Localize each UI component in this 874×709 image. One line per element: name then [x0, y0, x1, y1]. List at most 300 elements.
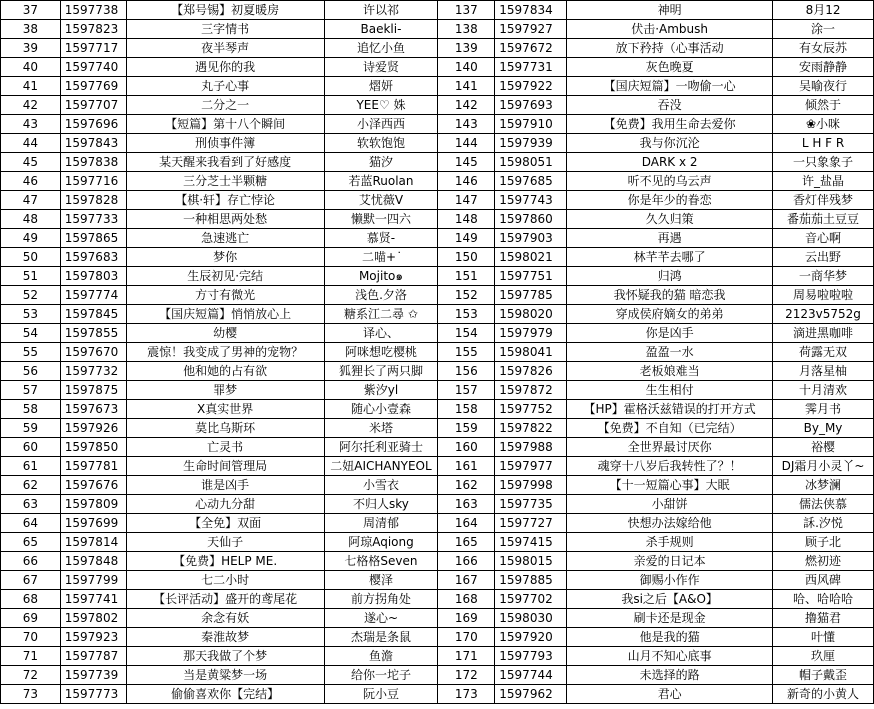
work-id-cell: 1597774 [60, 286, 126, 305]
work-id-cell: 1597923 [60, 628, 126, 647]
row-number-cell: 40 [1, 58, 61, 77]
row-number-cell: 54 [1, 324, 61, 343]
row-number-cell: 144 [438, 134, 495, 153]
row-number-cell: 63 [1, 495, 61, 514]
author-name-cell: 2123v5752g [773, 305, 874, 324]
table-row [1, 362, 874, 381]
author-name-cell: 狐狸长了两只脚 [324, 362, 438, 381]
work-title-cell: 久久归策 [567, 210, 773, 229]
work-title-cell: 方寸有微光 [126, 286, 324, 305]
row-number-cell: 162 [438, 476, 495, 495]
row-number-cell: 140 [438, 58, 495, 77]
work-title-cell: 余念有妖 [126, 609, 324, 628]
row-number-cell: 139 [438, 39, 495, 58]
work-id-cell: 1597702 [495, 590, 567, 609]
author-name-cell: 小雪衣 [324, 476, 438, 495]
work-id-cell: 1597733 [60, 210, 126, 229]
author-name-cell: 阮小豆 [324, 685, 438, 704]
work-id-cell: 1597843 [60, 134, 126, 153]
work-id-cell: 1597735 [495, 495, 567, 514]
author-name-cell: 樱泽 [324, 571, 438, 590]
row-number-cell: 148 [438, 210, 495, 229]
table-row [1, 533, 874, 552]
row-number-cell: 138 [438, 20, 495, 39]
author-name-cell: 西风碑 [773, 571, 874, 590]
author-name-cell: 新奇的小黄人 [773, 685, 874, 704]
author-name-cell: 猫汐 [324, 153, 438, 172]
work-title-cell: 【十一短篇心事】大眠 [567, 476, 773, 495]
row-number-cell: 38 [1, 20, 61, 39]
author-name-cell: 燃初迹 [773, 552, 874, 571]
row-number-cell: 73 [1, 685, 61, 704]
author-name-cell: 滴进黑咖啡 [773, 324, 874, 343]
work-title-cell: 快想办法嫁给他 [567, 514, 773, 533]
row-number-cell: 145 [438, 153, 495, 172]
work-title-cell: 丸子心事 [126, 77, 324, 96]
author-name-cell: 懒默一四六 [324, 210, 438, 229]
work-id-cell: 1597415 [495, 533, 567, 552]
author-name-cell: 哈、哈哈哈 [773, 590, 874, 609]
work-id-cell: 1598021 [495, 248, 567, 267]
work-id-cell: 1597717 [60, 39, 126, 58]
author-name-cell: 诗爱贤 [324, 58, 438, 77]
author-name-cell: 艾忧薇V [324, 191, 438, 210]
work-id-cell: 1597838 [60, 153, 126, 172]
row-number-cell: 165 [438, 533, 495, 552]
author-name-cell: 安雨静静 [773, 58, 874, 77]
work-title-cell: 杀手规则 [567, 533, 773, 552]
row-number-cell: 43 [1, 115, 61, 134]
row-number-cell: 166 [438, 552, 495, 571]
author-name-cell: 阿尔托利亚骑士 [324, 438, 438, 457]
work-id-cell: 1597939 [495, 134, 567, 153]
author-name-cell: 月落星柚 [773, 362, 874, 381]
work-id-cell: 1597834 [495, 1, 567, 20]
row-number-cell: 72 [1, 666, 61, 685]
author-name-cell: By_My [773, 419, 874, 438]
author-name-cell: 七格格Seven [324, 552, 438, 571]
work-title-cell: 林芊芊去哪了 [567, 248, 773, 267]
table-row [1, 210, 874, 229]
work-title-cell: 【免费】我用生命去爱你 [567, 115, 773, 134]
table-row [1, 153, 874, 172]
table-row [1, 495, 874, 514]
work-id-cell: 1597787 [60, 647, 126, 666]
work-id-cell: 1597744 [495, 666, 567, 685]
work-id-cell: 1597670 [60, 343, 126, 362]
work-title-cell: 【郑号锡】初夏暖房 [126, 1, 324, 20]
author-name-cell: 裕樱 [773, 438, 874, 457]
table-body [1, 1, 874, 704]
row-number-cell: 51 [1, 267, 61, 286]
table-row [1, 476, 874, 495]
work-title-cell: 御赐小作作 [567, 571, 773, 590]
author-name-cell: 涂一 [773, 20, 874, 39]
author-name-cell: 许以祁 [324, 1, 438, 20]
row-number-cell: 156 [438, 362, 495, 381]
row-number-cell: 58 [1, 400, 61, 419]
row-number-cell: 168 [438, 590, 495, 609]
row-number-cell: 60 [1, 438, 61, 457]
author-name-cell: 吴喻夜行 [773, 77, 874, 96]
work-title-cell: 小甜饼 [567, 495, 773, 514]
author-name-cell: 鱼澹 [324, 647, 438, 666]
work-id-cell: 1597685 [495, 172, 567, 191]
table-row [1, 419, 874, 438]
author-name-cell: L H F R [773, 134, 874, 153]
row-number-cell: 42 [1, 96, 61, 115]
table-row [1, 457, 874, 476]
work-id-cell: 1598030 [495, 609, 567, 628]
row-number-cell: 172 [438, 666, 495, 685]
author-name-cell: 儒法侠慕 [773, 495, 874, 514]
author-name-cell: 叶懂 [773, 628, 874, 647]
author-name-cell: 浅色.夕洛 [324, 286, 438, 305]
author-name-cell: 顾子北 [773, 533, 874, 552]
author-name-cell: 音心啊 [773, 229, 874, 248]
work-id-cell: 1597872 [495, 381, 567, 400]
work-id-cell: 1597828 [60, 191, 126, 210]
table-row [1, 191, 874, 210]
work-title-cell: 某天醒来我看到了好感度 [126, 153, 324, 172]
row-number-cell: 147 [438, 191, 495, 210]
work-id-cell: 1597823 [60, 20, 126, 39]
author-name-cell: 译心、 [324, 324, 438, 343]
work-title-cell: 莫比乌斯环 [126, 419, 324, 438]
work-id-cell: 1597751 [495, 267, 567, 286]
work-title-cell: 遇见你的我 [126, 58, 324, 77]
author-name-cell: 紫汐yl [324, 381, 438, 400]
work-title-cell: 夜半琴声 [126, 39, 324, 58]
row-number-cell: 70 [1, 628, 61, 647]
work-id-cell: 1597920 [495, 628, 567, 647]
author-name-cell: 冰梦澜 [773, 476, 874, 495]
author-name-cell: 米塔 [324, 419, 438, 438]
work-id-cell: 1597875 [60, 381, 126, 400]
table-row [1, 96, 874, 115]
row-number-cell: 44 [1, 134, 61, 153]
work-title-cell: 【长评活动】盛开的鸢尾花 [126, 590, 324, 609]
work-title-cell: 老板娘难当 [567, 362, 773, 381]
work-title-cell: 【免费】不自知（已完结） [567, 419, 773, 438]
table-row [1, 77, 874, 96]
row-number-cell: 141 [438, 77, 495, 96]
work-id-cell: 1597773 [60, 685, 126, 704]
work-id-cell: 1598041 [495, 343, 567, 362]
author-name-cell: ❀小咪 [773, 115, 874, 134]
work-title-cell: 你是年少的眷恋 [567, 191, 773, 210]
author-name-cell: 帽子戴歪 [773, 666, 874, 685]
row-number-cell: 142 [438, 96, 495, 115]
table-row [1, 305, 874, 324]
row-number-cell: 39 [1, 39, 61, 58]
work-id-cell: 1597683 [60, 248, 126, 267]
author-name-cell: 有女辰苏 [773, 39, 874, 58]
table-row [1, 647, 874, 666]
work-id-cell: 1597799 [60, 571, 126, 590]
work-id-cell: 1597741 [60, 590, 126, 609]
work-title-cell: 罪梦 [126, 381, 324, 400]
author-name-cell: 杰瑞是条鼠 [324, 628, 438, 647]
work-id-cell: 1597977 [495, 457, 567, 476]
work-id-cell: 1597699 [60, 514, 126, 533]
row-number-cell: 171 [438, 647, 495, 666]
work-title-cell: 归鸿 [567, 267, 773, 286]
work-title-cell: 二分之一 [126, 96, 324, 115]
table-row [1, 571, 874, 590]
author-name-cell: 若蓝Ruolan [324, 172, 438, 191]
work-title-cell: 未选择的路 [567, 666, 773, 685]
table-row [1, 552, 874, 571]
table-row [1, 324, 874, 343]
row-number-cell: 154 [438, 324, 495, 343]
work-title-cell: 【免费】HELP ME. [126, 552, 324, 571]
row-number-cell: 146 [438, 172, 495, 191]
row-number-cell: 169 [438, 609, 495, 628]
work-id-cell: 1597793 [495, 647, 567, 666]
author-name-cell: 玖厘 [773, 647, 874, 666]
table-row [1, 628, 874, 647]
work-title-cell: 震惊！我变成了男神的宠物？ [126, 343, 324, 362]
work-id-cell: 1598051 [495, 153, 567, 172]
work-title-cell: 【国庆短篇】悄悄放心上 [126, 305, 324, 324]
row-number-cell: 69 [1, 609, 61, 628]
work-id-cell: 1598015 [495, 552, 567, 571]
author-name-cell: 糖系江二尋 ✩ [324, 305, 438, 324]
table-row [1, 1, 874, 20]
work-id-cell: 1597752 [495, 400, 567, 419]
work-id-cell: 1597740 [60, 58, 126, 77]
work-id-cell: 1597743 [495, 191, 567, 210]
author-name-cell: 遂心~ [324, 609, 438, 628]
row-number-cell: 56 [1, 362, 61, 381]
table-row [1, 438, 874, 457]
work-title-cell: 亡灵书 [126, 438, 324, 457]
author-name-cell: 訸.汐悦 [773, 514, 874, 533]
table-row [1, 20, 874, 39]
row-number-cell: 67 [1, 571, 61, 590]
author-name-cell: 8月12 [773, 1, 874, 20]
work-id-cell: 1597885 [495, 571, 567, 590]
row-number-cell: 71 [1, 647, 61, 666]
author-name-cell: 周清郁 [324, 514, 438, 533]
work-title-cell: 【棋·轩】存亡悖论 [126, 191, 324, 210]
work-id-cell: 1597707 [60, 96, 126, 115]
work-id-cell: 1597998 [495, 476, 567, 495]
work-id-cell: 1597785 [495, 286, 567, 305]
work-id-cell: 1597922 [495, 77, 567, 96]
row-number-cell: 68 [1, 590, 61, 609]
work-title-cell: 梦你 [126, 248, 324, 267]
author-name-cell: 周易啦啦啦 [773, 286, 874, 305]
work-id-cell: 1597727 [495, 514, 567, 533]
table-row [1, 381, 874, 400]
author-name-cell: 软软饱饱 [324, 134, 438, 153]
work-id-cell: 1597673 [60, 400, 126, 419]
work-title-cell: DARK x 2 [567, 153, 773, 172]
row-number-cell: 59 [1, 419, 61, 438]
row-number-cell: 64 [1, 514, 61, 533]
row-number-cell: 150 [438, 248, 495, 267]
work-id-cell: 1597910 [495, 115, 567, 134]
work-id-cell: 1597814 [60, 533, 126, 552]
row-number-cell: 160 [438, 438, 495, 457]
work-id-cell: 1597676 [60, 476, 126, 495]
work-id-cell: 1597738 [60, 1, 126, 20]
table-row [1, 229, 874, 248]
work-id-cell: 1597731 [495, 58, 567, 77]
row-number-cell: 155 [438, 343, 495, 362]
table-row [1, 267, 874, 286]
row-number-cell: 137 [438, 1, 495, 20]
author-name-cell: 一商华梦 [773, 267, 874, 286]
row-number-cell: 57 [1, 381, 61, 400]
work-id-cell: 1597848 [60, 552, 126, 571]
row-number-cell: 153 [438, 305, 495, 324]
table-row [1, 666, 874, 685]
author-name-cell: 阿咪想吃樱桃 [324, 343, 438, 362]
work-id-cell: 1597769 [60, 77, 126, 96]
work-id-cell: 1597781 [60, 457, 126, 476]
table-row [1, 685, 874, 704]
work-id-cell: 1597903 [495, 229, 567, 248]
row-number-cell: 66 [1, 552, 61, 571]
work-id-cell: 1597860 [495, 210, 567, 229]
work-id-cell: 1597696 [60, 115, 126, 134]
work-title-cell: 刑侦事件簿 [126, 134, 324, 153]
row-number-cell: 143 [438, 115, 495, 134]
work-title-cell: 【HP】霍格沃兹错误的打开方式 [567, 400, 773, 419]
work-title-cell: 你是凶手 [567, 324, 773, 343]
row-number-cell: 158 [438, 400, 495, 419]
work-title-cell: 那天我做了个梦 [126, 647, 324, 666]
work-id-cell: 1597927 [495, 20, 567, 39]
row-number-cell: 55 [1, 343, 61, 362]
row-number-cell: 151 [438, 267, 495, 286]
work-title-cell: 心动九分甜 [126, 495, 324, 514]
author-name-cell: Baekli- [324, 20, 438, 39]
author-name-cell: 倾然于 [773, 96, 874, 115]
work-title-cell: 【全免】双面 [126, 514, 324, 533]
author-name-cell: 前方拐角处 [324, 590, 438, 609]
work-id-cell: 1597926 [60, 419, 126, 438]
work-title-cell: 神明 [567, 1, 773, 20]
author-name-cell: 霁月书 [773, 400, 874, 419]
row-number-cell: 161 [438, 457, 495, 476]
row-number-cell: 167 [438, 571, 495, 590]
work-title-cell: 穿成侯府嫡女的弟弟 [567, 305, 773, 324]
work-title-cell: 灰色晚夏 [567, 58, 773, 77]
table-row [1, 400, 874, 419]
work-id-cell: 1597809 [60, 495, 126, 514]
work-id-cell: 1597865 [60, 229, 126, 248]
row-number-cell: 49 [1, 229, 61, 248]
work-id-cell: 1597739 [60, 666, 126, 685]
table-row [1, 609, 874, 628]
work-title-cell: 亲爱的日记本 [567, 552, 773, 571]
table-row [1, 134, 874, 153]
work-title-cell: X真实世界 [126, 400, 324, 419]
work-title-cell: 我si之后【A&O】 [567, 590, 773, 609]
author-name-cell: 二妞AICHANYEOL [324, 457, 438, 476]
work-title-cell: 他是我的猫 [567, 628, 773, 647]
work-title-cell: 偷偷喜欢你【完结】 [126, 685, 324, 704]
author-name-cell: 慕贤- [324, 229, 438, 248]
row-number-cell: 61 [1, 457, 61, 476]
work-title-cell: 七二小时 [126, 571, 324, 590]
work-title-cell: 魂穿十八岁后我转性了？！ [567, 457, 773, 476]
row-number-cell: 170 [438, 628, 495, 647]
row-number-cell: 163 [438, 495, 495, 514]
row-number-cell: 50 [1, 248, 61, 267]
work-id-cell: 1597845 [60, 305, 126, 324]
work-title-cell: 天仙子 [126, 533, 324, 552]
work-id-cell: 1597988 [495, 438, 567, 457]
work-id-cell: 1597979 [495, 324, 567, 343]
work-title-cell: 秦淮故梦 [126, 628, 324, 647]
author-name-cell: 不归人sky [324, 495, 438, 514]
work-id-cell: 1597803 [60, 267, 126, 286]
work-title-cell: 吞没 [567, 96, 773, 115]
work-title-cell: 他和她的占有欲 [126, 362, 324, 381]
work-title-cell: 三分芝士半颗糖 [126, 172, 324, 191]
work-id-cell: 1597716 [60, 172, 126, 191]
work-title-cell: 君心 [567, 685, 773, 704]
author-name-cell: 一只象象子 [773, 153, 874, 172]
work-title-cell: 山月不知心底事 [567, 647, 773, 666]
work-id-cell: 1597672 [495, 39, 567, 58]
work-id-cell: 1597802 [60, 609, 126, 628]
table-row [1, 286, 874, 305]
table-row [1, 115, 874, 134]
work-title-cell: 生命时间管理局 [126, 457, 324, 476]
author-name-cell: 十月清欢 [773, 381, 874, 400]
work-title-cell: 生生相付 [567, 381, 773, 400]
author-name-cell: 阿琼Aqiong [324, 533, 438, 552]
author-name-cell: 追忆小鱼 [324, 39, 438, 58]
work-id-cell: 1598020 [495, 305, 567, 324]
table-row [1, 590, 874, 609]
row-number-cell: 65 [1, 533, 61, 552]
row-number-cell: 53 [1, 305, 61, 324]
author-name-cell: 云出野 [773, 248, 874, 267]
row-number-cell: 62 [1, 476, 61, 495]
row-number-cell: 37 [1, 1, 61, 20]
row-number-cell: 173 [438, 685, 495, 704]
author-name-cell: 番茄茄土豆豆 [773, 210, 874, 229]
work-title-cell: 急速逃亡 [126, 229, 324, 248]
work-title-cell: 三字情书 [126, 20, 324, 39]
author-name-cell: 二喵+ ͘ [324, 248, 438, 267]
row-number-cell: 47 [1, 191, 61, 210]
author-name-cell: Mojito๑ [324, 267, 438, 286]
work-title-cell: 谁是凶手 [126, 476, 324, 495]
row-number-cell: 159 [438, 419, 495, 438]
author-name-cell: 给你一坨子 [324, 666, 438, 685]
author-name-cell: 香灯伴残梦 [773, 191, 874, 210]
work-title-cell: 【短篇】第十八个瞬间 [126, 115, 324, 134]
row-number-cell: 46 [1, 172, 61, 191]
work-title-cell: 再遇 [567, 229, 773, 248]
author-name-cell: 撸猫君 [773, 609, 874, 628]
work-title-cell: 听不见的乌云声 [567, 172, 773, 191]
work-id-cell: 1597855 [60, 324, 126, 343]
work-id-cell: 1597822 [495, 419, 567, 438]
work-title-cell: 伏击·Ambush [567, 20, 773, 39]
row-number-cell: 52 [1, 286, 61, 305]
row-number-cell: 157 [438, 381, 495, 400]
author-name-cell: 荷露无双 [773, 343, 874, 362]
